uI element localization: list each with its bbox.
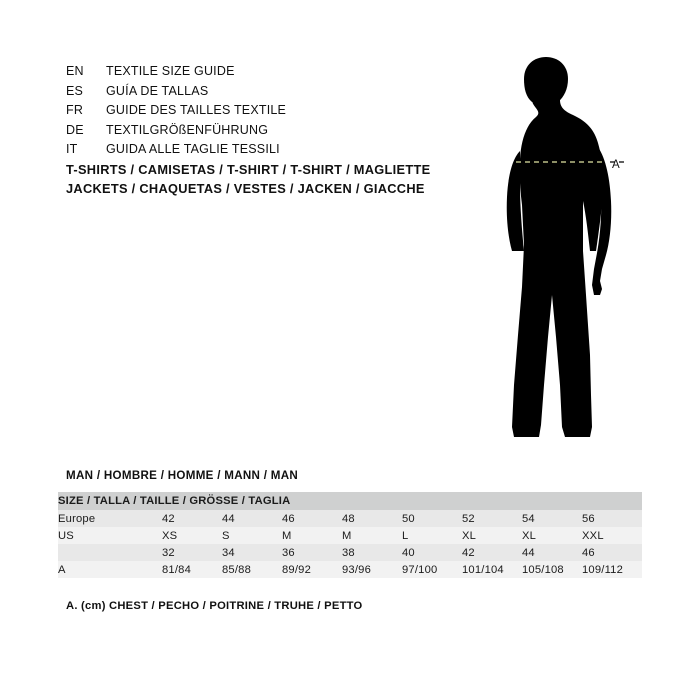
cell: M bbox=[282, 527, 342, 544]
language-row bbox=[66, 84, 426, 104]
cell: 36 bbox=[282, 544, 342, 561]
language-code: FR bbox=[66, 103, 84, 117]
chest-measure-label: A bbox=[612, 159, 621, 171]
cell: 44 bbox=[522, 544, 582, 561]
row-label: Europe bbox=[58, 510, 162, 527]
table-row bbox=[58, 527, 642, 544]
cell: 48 bbox=[342, 510, 402, 527]
language-code: IT bbox=[66, 142, 78, 156]
cell: XL bbox=[462, 527, 522, 544]
category-tshirts: T-SHIRTS / CAMISETAS / T-SHIRT / T-SHIRT / MAGLIETTE bbox=[66, 162, 431, 177]
language-code: ES bbox=[66, 83, 84, 98]
language-row bbox=[66, 64, 426, 84]
cell: 109/112 bbox=[582, 561, 642, 578]
language-row bbox=[66, 103, 426, 123]
table-row bbox=[58, 561, 642, 578]
language-code: EN bbox=[66, 64, 84, 78]
language-list bbox=[66, 64, 426, 162]
table-header-label: SIZE / TALLA / TAILLE / GRÖSSE / TAGLIA bbox=[58, 492, 642, 510]
language-title: GUÍA DE TALLAS bbox=[106, 83, 209, 98]
cell: 34 bbox=[222, 544, 282, 561]
cell: M bbox=[342, 527, 402, 544]
row-label: US bbox=[58, 527, 162, 544]
row-label: A bbox=[58, 561, 162, 578]
cell: 40 bbox=[402, 544, 462, 561]
cell: 38 bbox=[342, 544, 402, 561]
cell: 105/108 bbox=[522, 561, 582, 578]
cell: 46 bbox=[282, 510, 342, 527]
cell: XL bbox=[522, 527, 582, 544]
cell: 97/100 bbox=[402, 561, 462, 578]
cell: 32 bbox=[162, 544, 222, 561]
cell: 101/104 bbox=[462, 561, 522, 578]
cell: 42 bbox=[462, 544, 522, 561]
table-row bbox=[58, 510, 642, 527]
cell: 56 bbox=[582, 510, 642, 527]
garment-categories bbox=[66, 160, 486, 198]
cell: XXL bbox=[582, 527, 642, 544]
category-jackets: JACKETS / CHAQUETAS / VESTES / JACKEN / GIACCHE bbox=[66, 181, 425, 196]
cell: 44 bbox=[222, 510, 282, 527]
measurement-footnote: A. (cm) CHEST / PECHO / POITRINE / TRUHE / PETTO bbox=[66, 600, 363, 612]
language-row bbox=[66, 123, 426, 143]
cell: 54 bbox=[522, 510, 582, 527]
language-title: TEXTILGRÖßENFÜHRUNG bbox=[106, 122, 269, 137]
language-code: DE bbox=[66, 122, 84, 137]
language-row bbox=[66, 142, 426, 162]
language-title: GUIDE DES TAILLES TEXTILE bbox=[106, 103, 287, 117]
cell: 89/92 bbox=[282, 561, 342, 578]
row-label bbox=[58, 544, 162, 561]
cell: XS bbox=[162, 527, 222, 544]
cell: 52 bbox=[462, 510, 522, 527]
table-row bbox=[58, 544, 642, 561]
language-title: GUIDA ALLE TAGLIE TESSILI bbox=[106, 142, 280, 156]
cell: L bbox=[402, 527, 462, 544]
size-table bbox=[58, 492, 642, 578]
cell: 50 bbox=[402, 510, 462, 527]
cell: 46 bbox=[582, 544, 642, 561]
body-silhouette-figure bbox=[440, 55, 680, 455]
cell: 85/88 bbox=[222, 561, 282, 578]
cell: 81/84 bbox=[162, 561, 222, 578]
cell: 93/96 bbox=[342, 561, 402, 578]
language-title: TEXTILE SIZE GUIDE bbox=[106, 64, 235, 78]
table-group-title: MAN / HOMBRE / HOMME / MANN / MAN bbox=[66, 469, 299, 482]
cell: S bbox=[222, 527, 282, 544]
size-table-wrap bbox=[58, 492, 642, 578]
cell: 42 bbox=[162, 510, 222, 527]
table-header-row bbox=[58, 492, 642, 510]
silhouette-shape bbox=[507, 57, 612, 437]
